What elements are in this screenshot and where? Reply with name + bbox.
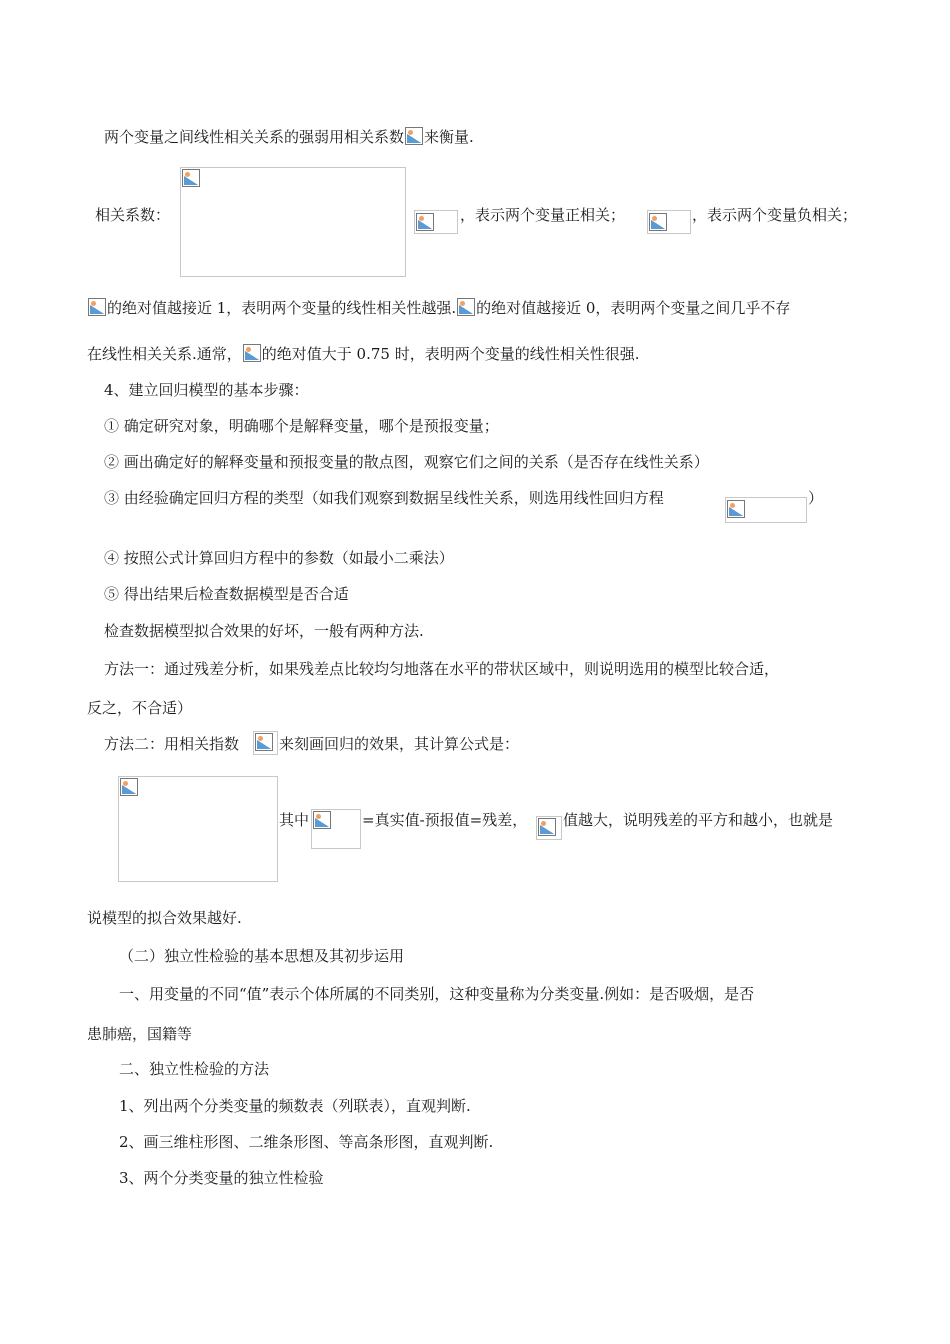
text-line: 值越大，说明残差的平方和越小，也就是 (563, 811, 834, 829)
formula-image (536, 816, 562, 840)
text-line: 一、用变量的不同“值”表示个体所属的不同类别，这种变量称为分类变量.例如：是否吸烟，是否 (119, 985, 755, 1003)
formula-image (414, 210, 458, 234)
text-line: ⑤ 得出结果后检查数据模型是否合适 (104, 585, 349, 603)
text-line: ③ 由经验确定回归方程的类型（如我们观察到数据呈线性关系，则选用线性回归方程 (104, 489, 664, 507)
broken-image-icon (727, 500, 745, 518)
corr-label: 相关系数： (95, 206, 171, 224)
text-line: 反之，不合适） (87, 699, 193, 717)
broken-image-icon (120, 778, 138, 796)
sentence: 的绝对值越接近 1，表明两个变量的线性相关性越强. (107, 299, 457, 317)
broken-image-icon (649, 213, 667, 231)
text-line: 1、列出两个分类变量的频数表（列联表），直观判断. (119, 1097, 471, 1115)
text-line: ，表示两个变量负相关； (692, 206, 858, 224)
broken-image-icon (405, 127, 423, 145)
formula-image (253, 731, 278, 755)
text-line: 方法一：通过残差分析，如果残差点比较均匀地落在水平的带状区域中，则说明选用的模型比较合适， (104, 660, 780, 678)
broken-image-icon (416, 213, 434, 231)
text-line: ④ 按照公式计算回归方程中的参数（如最小二乘法） (104, 549, 454, 567)
text-line: 方法二：用相关指数 (104, 735, 240, 753)
formula-image (647, 210, 691, 234)
sentence: 的绝对值越接近 0，表明两个变量之间几乎不存 (476, 299, 791, 317)
sentence: 两个变量之间线性相关关系的强弱用相关系数 (104, 128, 405, 146)
section-heading: （二）独立性检验的基本思想及其初步运用 (119, 947, 405, 965)
broken-image-icon (243, 344, 261, 362)
text-line: 2、画三维柱形图、二维条形图、等高条形图，直观判断. (119, 1133, 494, 1151)
sentence: 的绝对值大于 0.75 时，表明两个变量的线性相关性很强. (261, 345, 640, 363)
broken-image-icon (313, 811, 331, 829)
formula-image (180, 167, 406, 277)
text-line: 3、两个分类变量的独立性检验 (119, 1169, 324, 1187)
text-line: 4、建立回归模型的基本步骤： (104, 381, 309, 399)
sentence: 在线性相关关系.通常， (87, 345, 242, 363)
text-line: 检查数据模型拟合效果的好坏，一般有两种方法. (104, 622, 424, 640)
text-line: ① 确定研究对象，明确哪个是解释变量，哪个是预报变量； (104, 417, 499, 435)
text-line: =真实值-预报值=残差， (362, 811, 528, 829)
text-line: 说模型的拟合效果越好. (87, 909, 242, 927)
text-line: 患肺癌，国籍等 (87, 1025, 193, 1043)
broken-image-icon (88, 298, 106, 316)
text-line: ） (808, 489, 824, 507)
broken-image-icon (255, 733, 273, 751)
broken-image-icon (457, 298, 475, 316)
broken-image-icon (182, 169, 200, 187)
text-line (104, 127, 474, 147)
text-line: ② 画出确定好的解释变量和预报变量的散点图，观察它们之间的关系（是否存在线性关系） (104, 453, 709, 471)
text-line: ，表示两个变量正相关； (460, 206, 626, 224)
formula-image (118, 776, 278, 882)
text-line: 来刻画回归的效果，其计算公式是： (279, 735, 520, 753)
formula-image (311, 809, 361, 849)
text-line (87, 344, 640, 364)
text-line: 二、独立性检验的方法 (119, 1060, 270, 1078)
formula-image (725, 497, 807, 523)
text-line: 其中 (279, 811, 310, 829)
broken-image-icon (538, 818, 556, 836)
text-line (87, 298, 790, 318)
sentence: 来衡量. (424, 128, 474, 146)
